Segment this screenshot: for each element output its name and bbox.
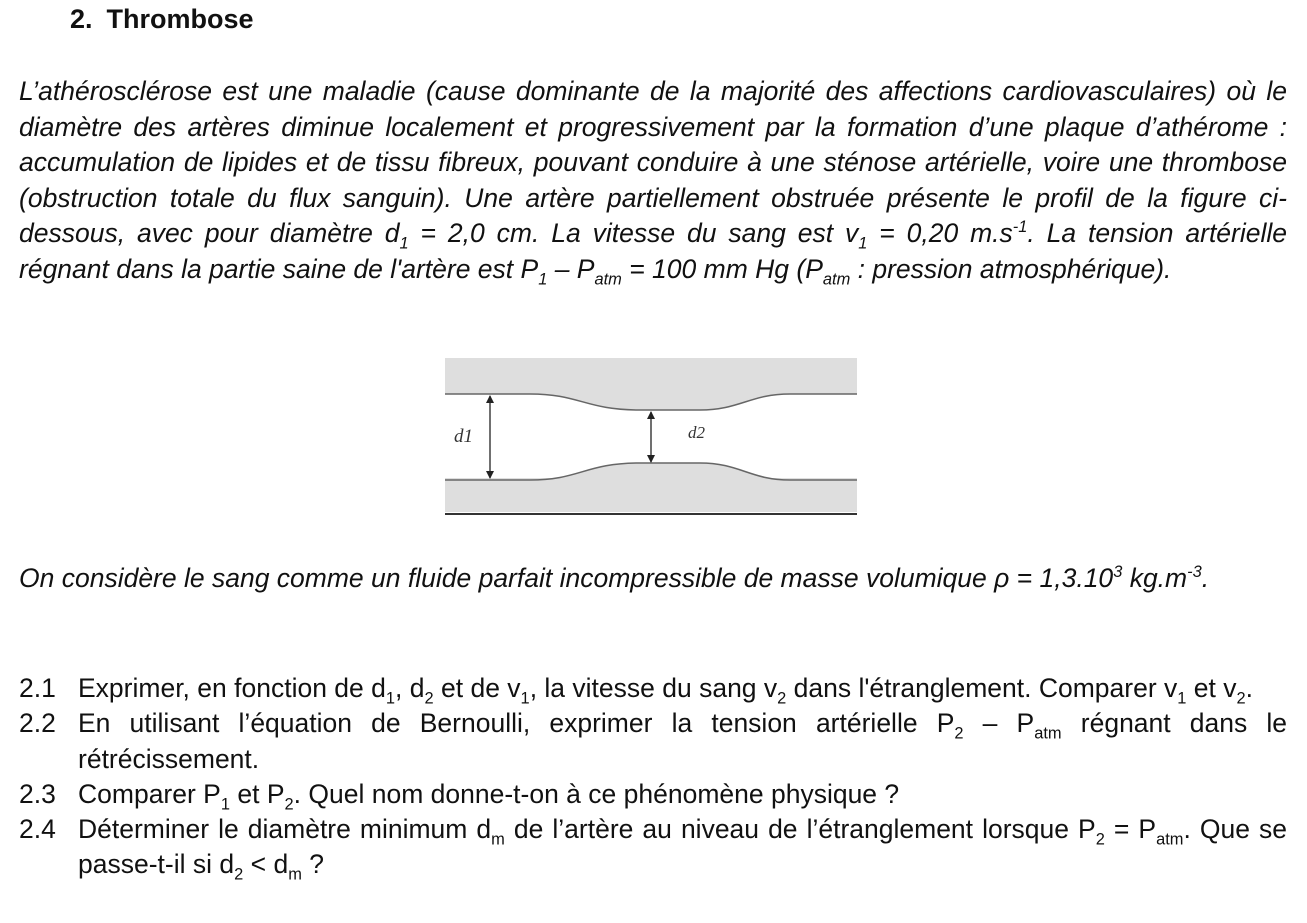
d2-label: d2 [688, 423, 705, 442]
question-text: Déterminer le diamètre minimum $d_m$ de l’artère au niveau de l’étranglement lorsque $P_2 = P_{atm}$. Que se passe-t-il si $d_2 < d_m$ ? [78, 814, 1287, 884]
intro-text-6: = 100 mm Hg (P [621, 253, 823, 284]
d1-subscript: 1 [399, 234, 409, 253]
d1-label: d1 [454, 426, 473, 447]
question-2-4 [19, 812, 1287, 883]
density-exponent: 3 [1113, 563, 1123, 582]
consider-text-3: kg.m [1122, 563, 1188, 593]
question-number: 2.4 [19, 814, 56, 845]
upper-plaque [445, 358, 857, 410]
question-2-3 [19, 777, 1287, 812]
intro-paragraph [19, 74, 1287, 287]
unit-exponent: -3 [1187, 563, 1202, 582]
section-title [70, 4, 254, 35]
p1-subscript: 1 [538, 269, 548, 288]
section-title-text: Thrombose [106, 4, 254, 34]
consider-paragraph [19, 561, 1287, 597]
intro-text-4: . La tension artérielle régnant dans la partie saine de l'artère est P [19, 218, 1288, 284]
d2-arrow [647, 411, 655, 463]
question-2-2 [19, 706, 1287, 777]
lower-plaque [445, 463, 857, 512]
question-list [19, 671, 1287, 883]
consider-text-2: = 1,3.10 [1009, 563, 1114, 593]
rho-symbol: ρ [994, 563, 1010, 593]
d1-arrow [486, 395, 494, 479]
atm-subscript: atm [594, 269, 622, 288]
question-number: 2.1 [19, 673, 56, 703]
artery-stenosis-figure [440, 350, 860, 522]
intro-text-7: : pression atmosphérique). [850, 253, 1172, 284]
question-text: Comparer $P_1$ et $P_2$. Quel nom donne-t-on à ce phénomène physique ? [78, 778, 900, 814]
question-number: 2.3 [19, 778, 56, 809]
consider-text-4: . [1201, 563, 1210, 593]
section-number: 2. [70, 4, 93, 34]
intro-text-1: L’athérosclérose est une maladie (cause dominante de la majorité des affections cardiovasculaires) où le diamètre des artères diminue localement et progressivement par la formation d’une plaque d’athérome : accumulation de lipides et de tissu fibreux, pouvant conduire à une sténose artérielle, voire une thrombose (obstruction totale du flux sanguin). Une artère partiellement obstruée présente le profil de la figure ci-dessous, avec pour diamètre d [19, 76, 1287, 248]
question-text: Exprimer, en fonction de $d_1$, $d_2$ et de $v_1$, la vitesse du sang $v_2$ dans l'étranglement. Comparer $v_1$ et $v_2$. [78, 673, 1253, 708]
intro-text-5: – P [547, 253, 595, 284]
question-text: En utilisant l’équation de Bernoulli, exprimer la tension artérielle $P_2 - P_{atm}$ régnant dans le rétrécissement. [78, 708, 1288, 774]
question-number: 2.2 [19, 708, 56, 739]
intro-text-2: = 2,0 cm. La vitesse du sang est v [408, 218, 859, 248]
v1-subscript: 1 [858, 234, 868, 253]
question-2-1 [19, 671, 1287, 706]
atm-subscript-2: atm [822, 269, 851, 288]
consider-text-1: On considère le sang comme un fluide parfait incompressible de masse volumique [19, 563, 995, 593]
s-exponent: -1 [1012, 218, 1028, 237]
intro-text-3: = 0,20 m.s [867, 218, 1013, 248]
